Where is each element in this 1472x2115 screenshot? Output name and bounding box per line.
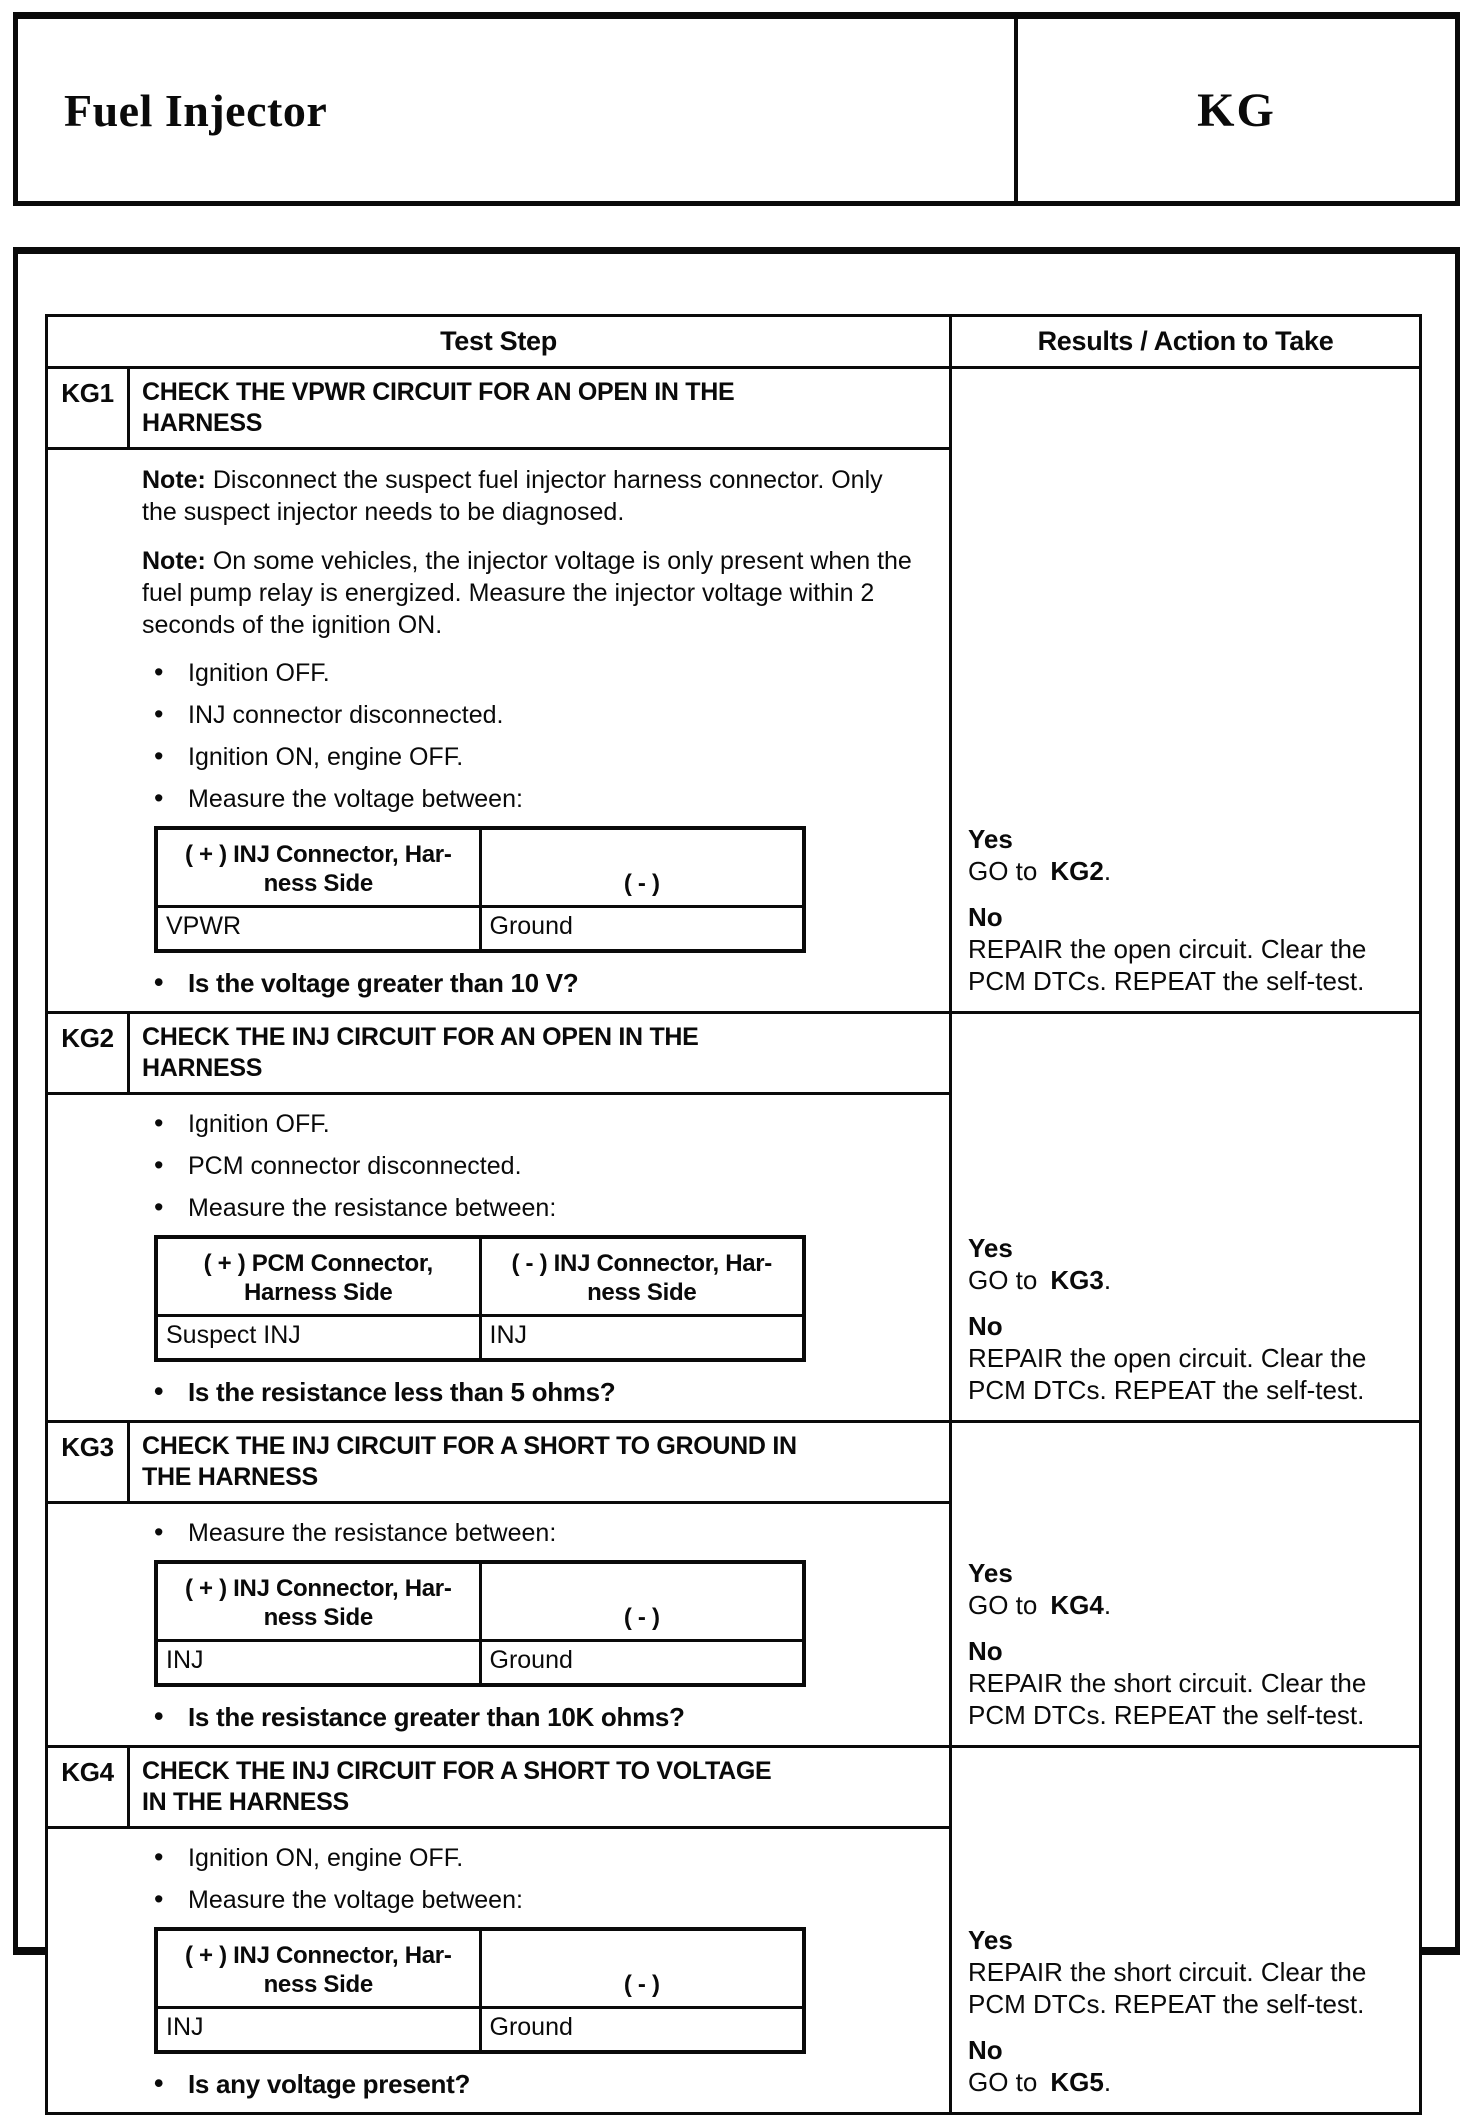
step-title-row <box>47 1422 1421 1503</box>
result-cell <box>951 1747 1421 2114</box>
meter-neg-value: Ground <box>480 1640 804 1685</box>
result-no-action: REPAIR the open circuit. Clear the PCM DTCs. REPEAT the self-test. <box>968 1343 1367 1405</box>
meter-neg-header: ( - ) <box>480 1562 804 1640</box>
bullet-item: • Ignition ON, engine OFF. <box>142 742 932 773</box>
bullet-item: • PCM connector disconnected. <box>142 1151 932 1182</box>
meter-neg-header: ( - ) <box>480 1929 804 2007</box>
step-note <box>142 464 914 528</box>
result-no-action: REPAIR the open circuit. Clear the PCM DTCs. REPEAT the self-test. <box>968 934 1367 996</box>
measurement-header-row <box>156 1929 804 2007</box>
step-note <box>142 545 914 641</box>
bullet-item: • Ignition ON, engine OFF. <box>142 1843 932 1874</box>
result-no-label: No <box>968 1311 1003 1341</box>
result-cell <box>951 368 1421 1013</box>
step-title: CHECK THE INJ CIRCUIT FOR A SHORT TO GROUND IN THE HARNESS <box>129 1422 951 1503</box>
meter-neg-value: Ground <box>480 906 804 951</box>
bullet-item: • Measure the resistance between: <box>142 1193 932 1224</box>
step-question: • Is the resistance less than 5 ohms? <box>142 1377 939 1408</box>
page-title-cell <box>18 19 1018 201</box>
table-header-row <box>47 316 1421 368</box>
bullet-item: • Ignition OFF. <box>142 658 932 689</box>
kg-reference: KG5 <box>1050 2067 1104 2097</box>
note-text: Disconnect the suspect fuel injector harness connector. Only the suspect injector needs to be diagnosed. <box>142 466 883 526</box>
meter-pos-header: ( + ) INJ Connector, Har- ness Side <box>156 1929 480 2007</box>
result-yes-label: Yes <box>968 1558 1013 1588</box>
result-yes-block <box>968 1232 1407 1296</box>
measurement-table <box>154 826 806 953</box>
result-yes-action: REPAIR the short circuit. Clear the PCM DTCs. REPEAT the self-test. <box>968 1957 1367 2019</box>
bullet-item: • INJ connector disconnected. <box>142 700 932 731</box>
bullet-item: • Measure the voltage between: <box>142 784 932 815</box>
measurement-value-row <box>156 1640 804 1685</box>
measurement-header-row <box>156 1237 804 1315</box>
meter-pos-header: ( + ) INJ Connector, Har- ness Side <box>156 1562 480 1640</box>
result-yes-block <box>968 1557 1407 1621</box>
result-yes-action: GO to KG3. <box>968 1265 1112 1295</box>
step-id: KG4 <box>47 1747 129 1828</box>
test-step-column-header: Test Step <box>47 316 951 368</box>
result-yes-action: GO to KG2. <box>968 856 1112 886</box>
result-yes-label: Yes <box>968 824 1013 854</box>
note-label: Note: <box>142 547 206 575</box>
result-no-label: No <box>968 902 1003 932</box>
measurement-value-row <box>156 906 804 951</box>
result-no-block <box>968 1310 1407 1406</box>
measurement-header-row <box>156 1562 804 1640</box>
result-no-block <box>968 1635 1407 1731</box>
meter-neg-header: ( - ) INJ Connector, Har- ness Side <box>480 1237 804 1315</box>
meter-pos-value: INJ <box>156 2007 480 2052</box>
result-no-action: REPAIR the short circuit. Clear the PCM DTCs. REPEAT the self-test. <box>968 1668 1367 1730</box>
result-cell <box>951 1422 1421 1747</box>
measurement-table <box>154 1235 806 1362</box>
bullet-item: • Ignition OFF. <box>142 1109 932 1140</box>
step-bullet-list <box>142 658 939 815</box>
step-bullet-list <box>142 1518 939 1549</box>
kg-reference: KG3 <box>1050 1265 1104 1295</box>
step-title: CHECK THE INJ CIRCUIT FOR A SHORT TO VOLTAGE IN THE HARNESS <box>129 1747 951 1828</box>
results-column-header: Results / Action to Take <box>951 316 1421 368</box>
result-yes-label: Yes <box>968 1925 1013 1955</box>
meter-pos-value: INJ <box>156 1640 480 1685</box>
pinpoint-test-table <box>45 314 1422 2115</box>
page-title: Fuel Injector <box>64 84 328 136</box>
step-title-row <box>47 1013 1421 1094</box>
step-title: CHECK THE INJ CIRCUIT FOR AN OPEN IN THE HARNESS <box>129 1013 951 1094</box>
kg-reference: KG4 <box>1050 1590 1104 1620</box>
bullet-item: • Measure the voltage between: <box>142 1885 932 1916</box>
result-no-label: No <box>968 1636 1003 1666</box>
step-title-row <box>47 1747 1421 1828</box>
bullet-item: • Measure the resistance between: <box>142 1518 932 1549</box>
step-details <box>47 1094 951 1422</box>
step-question: • Is the resistance greater than 10K ohms? <box>142 1702 939 1733</box>
result-no-label: No <box>968 2035 1003 2065</box>
result-yes-block <box>968 823 1407 887</box>
meter-neg-header: ( - ) <box>480 828 804 906</box>
step-question: • Is the voltage greater than 10 V? <box>142 968 939 999</box>
measurement-value-row <box>156 1315 804 1360</box>
result-no-action: GO to KG5. <box>968 2067 1112 2097</box>
step-question: • Is any voltage present? <box>142 2069 939 2100</box>
meter-pos-value: Suspect INJ <box>156 1315 480 1360</box>
result-yes-label: Yes <box>968 1233 1013 1263</box>
meter-pos-value: VPWR <box>156 906 480 951</box>
measurement-header-row <box>156 828 804 906</box>
page-code-cell <box>1018 19 1455 201</box>
step-id: KG1 <box>47 368 129 449</box>
meter-pos-header: ( + ) INJ Connector, Har- ness Side <box>156 828 480 906</box>
measurement-value-row <box>156 2007 804 2052</box>
step-bullet-list <box>142 1109 939 1224</box>
result-cell <box>951 1013 1421 1422</box>
measurement-table <box>154 1927 806 2054</box>
step-details <box>47 1828 951 2114</box>
kg-reference: KG2 <box>1050 856 1104 886</box>
result-yes-block <box>968 1924 1407 2020</box>
step-id: KG3 <box>47 1422 129 1503</box>
result-no-block <box>968 2034 1407 2098</box>
result-no-block <box>968 901 1407 997</box>
step-title-row <box>47 368 1421 449</box>
note-text: On some vehicles, the injector voltage is only present when the fuel pump relay is energized. Measure the injector voltage within 2 seconds of the ignition ON. <box>142 547 912 639</box>
result-yes-action: GO to KG4. <box>968 1590 1112 1620</box>
measurement-table <box>154 1560 806 1687</box>
step-title: CHECK THE VPWR CIRCUIT FOR AN OPEN IN THE HARNESS <box>129 368 951 449</box>
step-details <box>47 449 951 1013</box>
meter-pos-header: ( + ) PCM Connector, Harness Side <box>156 1237 480 1315</box>
note-label: Note: <box>142 466 206 494</box>
meter-neg-value: INJ <box>480 1315 804 1360</box>
step-details <box>47 1503 951 1747</box>
main-frame <box>13 247 1460 2099</box>
page-header-box <box>13 12 1460 206</box>
meter-neg-value: Ground <box>480 2007 804 2052</box>
step-id: KG2 <box>47 1013 129 1094</box>
pinpoint-test-code: KG <box>1197 83 1276 137</box>
step-bullet-list <box>142 1843 939 1916</box>
